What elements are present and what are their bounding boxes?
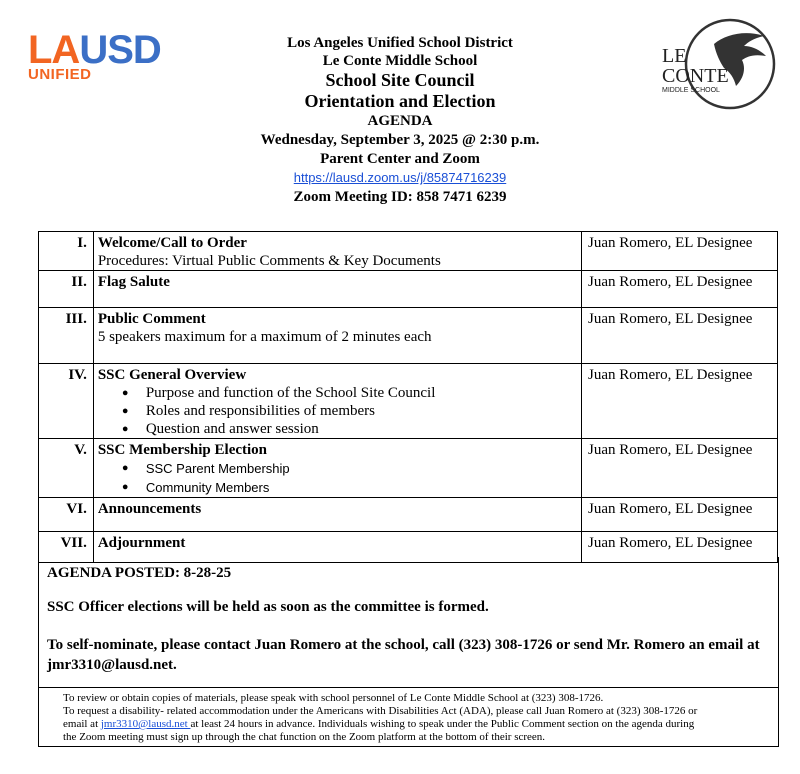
meeting-location: Parent Center and Zoom	[320, 151, 480, 167]
footer-email-link[interactable]: jmr3310@lausd.net	[100, 718, 191, 730]
list-item: ● Community Members	[146, 478, 577, 497]
item-presenter: Juan Romero, EL Designee	[582, 498, 778, 532]
item-cell	[93, 439, 581, 498]
item-title: Welcome/Call to Order	[97, 235, 247, 251]
item-title: Public Comment	[97, 311, 206, 327]
zoom-link[interactable]: https://lausd.zoom.us/j/85874716239	[293, 170, 507, 185]
item-bullet-list	[98, 384, 577, 438]
lausd-logo-usd: USD	[79, 28, 161, 72]
list-item: ● Purpose and function of the School Site Council	[146, 384, 577, 402]
agenda-row	[39, 439, 778, 498]
item-number: V.	[39, 439, 94, 498]
item-presenter: Juan Romero, EL Designee	[582, 532, 778, 563]
item-title: Announcements	[97, 501, 202, 517]
meeting-datetime: Wednesday, September 3, 2025 @ 2:30 p.m.	[260, 132, 540, 148]
item-presenter: Juan Romero, EL Designee	[582, 232, 778, 271]
district-name: Los Angeles Unified School District	[287, 35, 513, 51]
item-number: IV.	[39, 364, 94, 439]
footer-line-zoom: the Zoom meeting must sign up through the chat function on the Zoom platform at the bottom of their screen.	[63, 731, 546, 743]
lausd-logo-la: LA	[28, 28, 80, 72]
agenda-table	[38, 231, 778, 563]
item-detail: 5 speakers maximum for a maximum of 2 minutes each	[97, 329, 432, 345]
item-number: II.	[39, 271, 94, 308]
agenda-row	[39, 498, 778, 532]
le-conte-logo	[656, 16, 784, 112]
agenda-row	[39, 271, 778, 308]
item-title: Flag Salute	[97, 274, 170, 290]
agenda-header	[200, 34, 600, 207]
list-item: ● Roles and responsibilities of members	[146, 402, 577, 420]
school-name: Le Conte Middle School	[322, 53, 478, 69]
agenda-label: AGENDA	[367, 113, 433, 129]
item-detail: Procedures: Virtual Public Comments & Key Documents	[97, 253, 441, 269]
logo-text-middle-school: MIDDLE SCHOOL	[662, 87, 720, 94]
item-cell	[93, 498, 581, 532]
item-bullet-list	[98, 459, 577, 497]
footer-email-suffix: at least 24 hours in advance. Individuals wishing to speak under the Public Comment section on the agenda during	[190, 718, 695, 730]
item-presenter: Juan Romero, EL Designee	[582, 271, 778, 308]
logo-text-le: LE	[662, 45, 687, 67]
notes-box	[38, 557, 779, 688]
footer-email-prefix: email at	[63, 718, 101, 730]
logo-text-conte: CONTE	[662, 65, 729, 87]
event-title: Orientation and Election	[304, 91, 496, 111]
footer-line-email	[63, 718, 694, 731]
item-number: VII.	[39, 532, 94, 563]
item-presenter: Juan Romero, EL Designee	[582, 439, 778, 498]
item-cell	[93, 308, 581, 364]
item-cell	[93, 232, 581, 271]
zoom-meeting-id: Zoom Meeting ID: 858 7471 6239	[293, 189, 507, 205]
item-title: SSC Membership Election	[97, 442, 268, 458]
lausd-logo-unified: UNIFIED	[28, 66, 92, 83]
list-item: ● SSC Parent Membership	[146, 459, 577, 478]
agenda-row	[39, 364, 778, 439]
item-cell	[93, 364, 581, 439]
item-number: III.	[39, 308, 94, 364]
footer-line-materials: To review or obtain copies of materials, please speak with school personnel of Le Conte Middle School at (323) 308-1726.	[63, 692, 604, 704]
self-nomination-note: To self-nominate, please contact Juan Romero at the school, call (323) 308-1726 or send Mr. Romero an email at jmr3310@lausd.net.	[47, 637, 760, 673]
item-number: VI.	[39, 498, 94, 532]
item-number: I.	[39, 232, 94, 271]
lausd-logo	[28, 30, 198, 85]
list-item: ● Question and answer session	[146, 420, 577, 438]
ada-footer	[38, 688, 779, 747]
agenda-row	[39, 308, 778, 364]
item-presenter: Juan Romero, EL Designee	[582, 364, 778, 439]
officer-election-note: SSC Officer elections will be held as soon as the committee is formed.	[47, 599, 489, 615]
agenda-posted-date: AGENDA POSTED: 8-28-25	[47, 565, 232, 581]
agenda-row	[39, 232, 778, 271]
item-presenter: Juan Romero, EL Designee	[582, 308, 778, 364]
council-name: School Site Council	[325, 70, 475, 90]
item-title: SSC General Overview	[97, 367, 247, 383]
item-title: Adjournment	[97, 535, 186, 551]
item-cell	[93, 271, 581, 308]
footer-line-ada: To request a disability- related accommodation under the Americans with Disabilities Act (ADA), please call Juan Romero at (323) 308-1726 or	[63, 705, 698, 717]
